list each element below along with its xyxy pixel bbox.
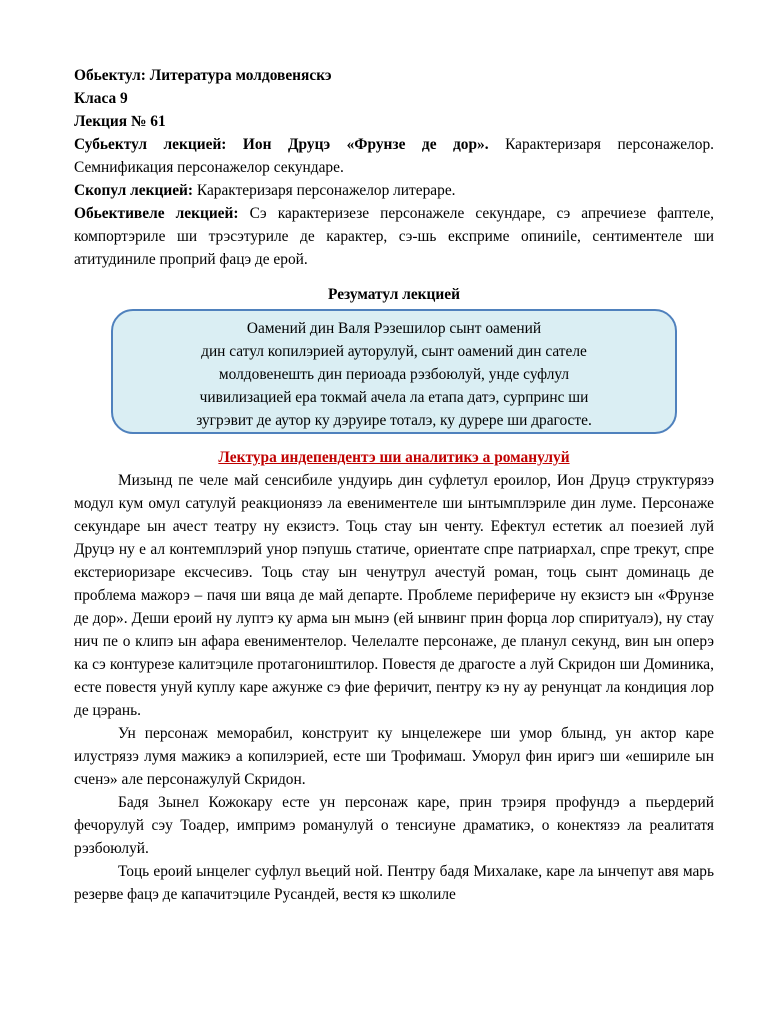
summary-box bbox=[111, 309, 677, 434]
body-paragraph: Мизынд пе челе май сенсибиле ундуирь дин суфлетул ероилор, Ион Друцэ структурязэ модул кум омул сатулуй реакционязэ ла евениментеле ши ынтымплэриле дин луме. Персонаже секундаре ын ачест театру ну екзистэ. Тоць стау ын ченту. Ефектул естетик ал поезией луй Друцэ ну е ал контемплэрий унор пэпушь статиче, ориентате спре патриархал, спре трекут, спре екстериоризаре ексчесивэ. Тоць стау ын ченутрул ачестуй роман, тоць сынт доминаць де проблема мажорэ – пачя ши вяца де май департе. Проблеме периферичe ну екзистэ ын «Фрунзе де дор». Деши ероий ну луптэ ку арма ын мынэ (ей ынвинг прин форца лор спиритуалэ), ну стау нич пе о клипэ ын афара евениментелор. Челелалте персонаже, де планул секунд, вин ын оперэ ка сэ контурезе калитэциле протагоништилор. Повестя де драгосте а луй Скридон ши Доминика, есте повестя унуй куплу каре ажунже сэ фие феричит, пентру кэ ну ау ренунцат ла кондиция лор де цэрань. bbox=[74, 472, 714, 719]
section-title: Лектура индепендентэ ши аналитикэ а романулуй bbox=[218, 449, 570, 466]
summary-line: Оамений дин Валя Рэзешилор сынт оамений bbox=[246, 320, 542, 337]
objectives-paragraph bbox=[74, 202, 714, 271]
body-paragraph: Бадя Зынел Кожокару есте ун персонаж каре, прин трэиря профундэ а пьердерий фечорулуй сэу Тоадер, импримэ романулуй о тенсиуне драматикэ, о конектязэ ла реалитатя рэзбоюлуй. bbox=[74, 794, 714, 857]
subject-line: Обьектул: Литература молдовеняскэ bbox=[74, 67, 332, 84]
objectives-text: Сэ карактеризезе персонажеле секундаре, сэ апречиезе фаптеле, компортэриле ши трэсэтуриле де карактер, сэ-шь експриме опиниile, сентиментеле ши атитудиниле проприй фацэ де ерой. bbox=[74, 205, 714, 268]
summary-line: дин сатул копилэрией ауторулуй, сынт оамений дин сателе bbox=[201, 343, 587, 360]
body-paragraph: Ун персонаж меморабил, конструит ку ынцележере ши умор блынд, ун актор каре илустрязэ лумя мажикэ а копилэрией, есте ши Трофимаш. Уморул фин иригэ ши «ешириле ын сченэ» але персонажулуй Скридон. bbox=[74, 725, 714, 788]
summary-line: чивилизацией ера токмай ачела ла етапа датэ, сурпринс ши bbox=[199, 389, 589, 406]
objectives-label: Обьективеле лекцией: bbox=[74, 205, 239, 222]
goal-paragraph bbox=[74, 179, 714, 202]
summary-line: молдовенешть дин периоада рэзбоюлуй, унде суфлул bbox=[218, 366, 570, 383]
goal-label: Скопул лекцией: bbox=[74, 182, 194, 199]
topic-label: Субьектул лекцией: bbox=[74, 136, 227, 153]
topic-title: Ион Друцэ «Фрунзе де дор». bbox=[226, 136, 489, 153]
lesson-number-line: Лекция № 61 bbox=[74, 113, 166, 130]
class-line: Класа 9 bbox=[74, 90, 128, 107]
topic-text: Карактеризаря персонажелор. Семнификация персонажелор секундаре. bbox=[74, 136, 714, 176]
summary-title: Резуматул лекцией bbox=[328, 286, 460, 303]
summary-line: зугрэвит де аутор ку дэруире тоталэ, ку дурере ши драгосте. bbox=[196, 412, 592, 429]
goal-text: Карактеризаря персонажелор литераре. bbox=[193, 182, 456, 199]
topic-paragraph bbox=[74, 133, 714, 179]
body-paragraph: Тоць ероий ынцелег суфлул вьеций ной. Пентру бадя Михалаке, каре ла ынчепут авя марь резерве фацэ де капачитэциле Русандей, вестя кэ школиле bbox=[74, 863, 714, 903]
document-page bbox=[74, 64, 714, 906]
